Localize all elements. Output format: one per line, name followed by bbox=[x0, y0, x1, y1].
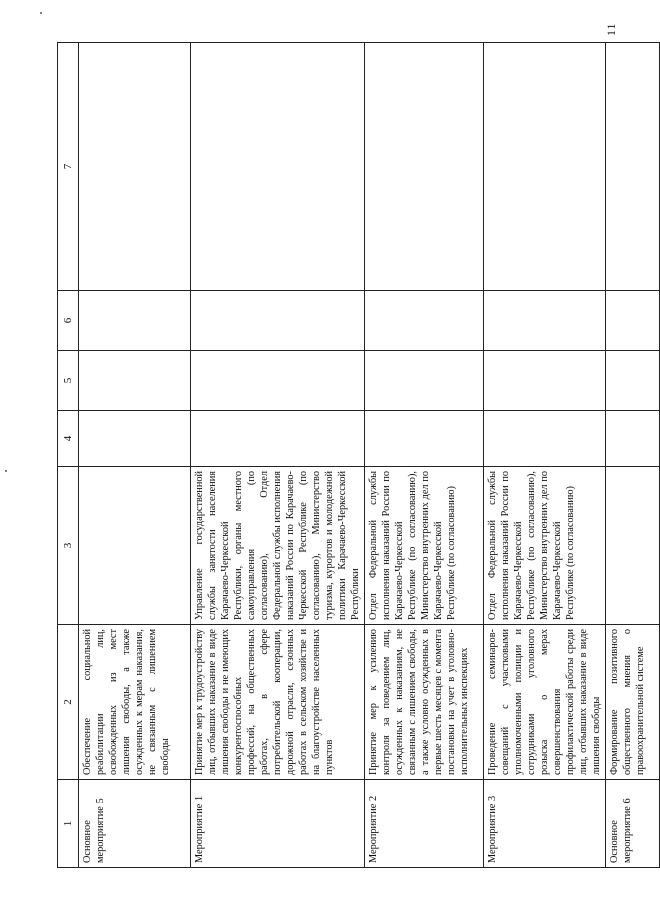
empty-cell bbox=[365, 291, 484, 351]
empty-cell bbox=[79, 291, 191, 351]
column-header: 2 bbox=[58, 625, 79, 780]
activity-description-cell: Принятие мер к усилению контроля за поведением лиц, осужденных к наказаниям, не связанным с лишением свободы, а также условно осужденных в первые шесть месяцев с момента постановки на учет в уголовно-исполнительных инспекциях bbox=[365, 625, 484, 780]
activity-number-cell: Мероприятие 3 bbox=[484, 780, 606, 868]
activity-number-cell: Мероприятие 2 bbox=[365, 780, 484, 868]
table-row bbox=[79, 43, 191, 868]
column-header: 5 bbox=[58, 351, 79, 411]
activity-number-cell: Основное мероприятие 5 bbox=[79, 780, 191, 868]
column-header: 3 bbox=[58, 467, 79, 625]
activity-description-cell: Принятие мер к трудоустройству лиц, отбывших наказание в виде лишения свободы и не имеющих конкурентоспособных профессий, на общественных работах, в сфере потребительской кооперации, дорожной отрасли, сезонных работах в сельском хозяйстве и на благоустройстве населенных пунктов bbox=[191, 625, 365, 780]
empty-cell bbox=[191, 43, 365, 291]
column-header: 1 bbox=[58, 780, 79, 868]
empty-cell bbox=[484, 411, 606, 467]
column-header: 4 bbox=[58, 411, 79, 467]
empty-cell bbox=[365, 43, 484, 291]
column-header: 7 bbox=[58, 43, 79, 291]
empty-cell bbox=[484, 291, 606, 351]
responsible-executors-cell bbox=[606, 467, 660, 625]
table-row bbox=[606, 43, 660, 868]
empty-cell bbox=[606, 411, 660, 467]
activity-description-cell: Формирование позитивного общественного мнения о правоохранительной системе bbox=[606, 625, 660, 780]
empty-cell bbox=[606, 291, 660, 351]
column-header: 6 bbox=[58, 291, 79, 351]
responsible-executors-cell bbox=[79, 467, 191, 625]
empty-cell bbox=[484, 43, 606, 291]
table-header-row bbox=[58, 43, 79, 868]
scan-speck bbox=[40, 12, 42, 14]
empty-cell bbox=[484, 351, 606, 411]
table-row bbox=[365, 43, 484, 868]
empty-cell bbox=[191, 291, 365, 351]
responsible-executors-cell: Отдел Федеральной службы исполнения наказаний России по Карачаево-Черкесской Республике (по согласованию), Министерство внутренних дел по Карачаево-Черкесской Республике (по согласованию) bbox=[365, 467, 484, 625]
rotated-table-container bbox=[57, 43, 647, 868]
page-number: 11 bbox=[604, 22, 618, 36]
scan-speck bbox=[5, 470, 7, 472]
activity-number-cell: Мероприятие 1 bbox=[191, 780, 365, 868]
responsible-executors-cell: Управление государственной службы занятости населения Карачаево-Черкесской Республики, органы местного самоуправления (по согласованию), Отдел Федеральной службы исполнения наказаний России по Карачаево-Черкесской Республике (по согласованию), Министерство туризма, курортов и молодежной политики Карачаево-Черкесской Республики bbox=[191, 467, 365, 625]
empty-cell bbox=[365, 351, 484, 411]
empty-cell bbox=[191, 351, 365, 411]
responsible-executors-cell: Отдел Федеральной службы исполнения наказаний России по Карачаево-Черкесской Республике (по согласованию), Министерство внутренних дел по Карачаево-Черкесской Республике (по согласованию) bbox=[484, 467, 606, 625]
activity-description-cell: Проведение семинаров-совещаний с участковыми уполномоченными полиции и сотрудниками уголовного розыска о мерах совершенствования профилактической работы среди лиц, отбывших наказание в виде лишения свободы bbox=[484, 625, 606, 780]
program-activities-table bbox=[57, 42, 660, 868]
empty-cell bbox=[606, 351, 660, 411]
empty-cell bbox=[79, 43, 191, 291]
empty-cell bbox=[79, 411, 191, 467]
activity-description-cell: Обеспечение социальной реабилитации лиц, освобожденных из мест лишения свободы, а также осужденных к мерам наказания, не связанным с лишением свободы bbox=[79, 625, 191, 780]
activity-number-cell: Основное мероприятие 6 bbox=[606, 780, 660, 868]
empty-cell bbox=[191, 411, 365, 467]
table-row bbox=[484, 43, 606, 868]
empty-cell bbox=[365, 411, 484, 467]
empty-cell bbox=[606, 43, 660, 291]
table-row bbox=[191, 43, 365, 868]
empty-cell bbox=[79, 351, 191, 411]
